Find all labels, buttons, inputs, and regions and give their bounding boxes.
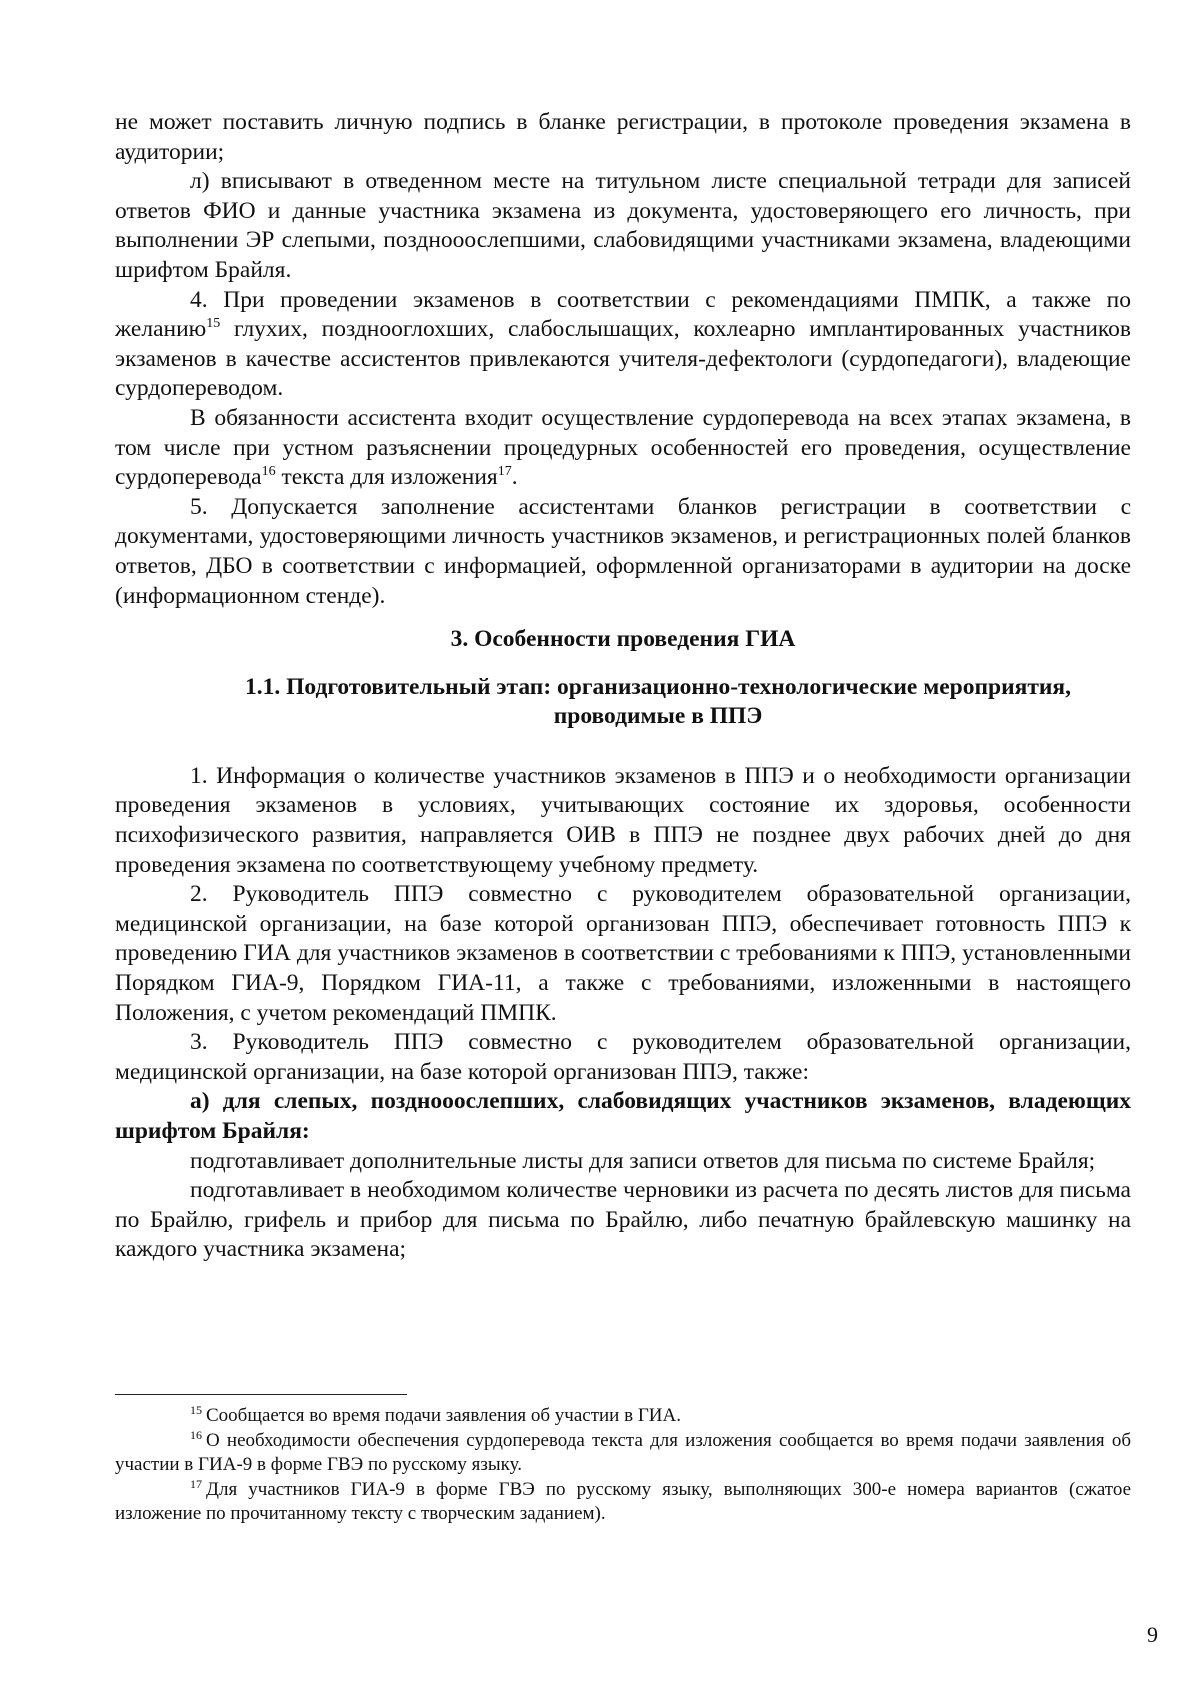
footnote-17-text: Для участников ГИА-9 в форме ГВЭ по русскому языку, выполняющих 300-е номера вариантов (сжатое изложение по прочитанному тексту с творческим заданием).	[115, 1478, 1131, 1524]
paragraph-item-4	[115, 286, 1131, 404]
paragraph-item-5: 5. Допускается заполнение ассистентами бланков регистрации в соответствии с документами, удостоверяющими личность участников экзаменов, и регистрационных полей бланков ответов, ДБО в соответствии с информацией, оформленной организаторами в аудитории на доске (информационном стенде).	[115, 493, 1131, 609]
footnote-mark-16: 16	[190, 1427, 202, 1442]
paragraph-sheets: подготавливает дополнительные листы для записи ответов для письма по системе Брайля;	[190, 1147, 1096, 1174]
paragraph-assistant-mid: текста для изложения	[275, 464, 498, 491]
paragraph-assistant-start: В обязанности ассистента входит осуществление сурдоперевода на всех этапах экзамена, в том числе при устном разъяснении процедурных особенностей его проведения, осуществление сурдоперевода	[115, 404, 1131, 491]
paragraph-assistant-duties	[115, 404, 1131, 493]
footnote-ref-17: 17	[497, 464, 512, 480]
paragraph-item-4-end: глухих, позднооглохших, слабослышащих, кохлеарно имплантированных участников экзаменов в качестве ассистентов привлекаются учителя-дефектологи (сурдопедагоги), владеющие сурдопереводом.	[115, 316, 1131, 402]
paragraph-3: 3. Руководитель ППЭ совместно с руководителем образовательной организации, медицинской организации, на базе которой организован ППЭ, также:	[115, 1029, 1131, 1085]
paragraph-1: 1. Информация о количестве участников экзаменов в ППЭ и о необходимости организации проведения экзаменов в условиях, учитывающих состояние их здоровья, особенности психофизического развития, направляется ОИВ в ППЭ не позднее двух рабочих дней до дня проведения экзамена по соответствующему учебному предмету.	[115, 762, 1131, 878]
main-text	[115, 108, 1131, 1265]
subsection-heading: 1.1. Подготовительный этап: организационно-технологические мероприятия, проводимые в ППЭ	[244, 673, 1072, 730]
footnote-ref-15: 15	[206, 316, 221, 332]
footnote-15-text: Сообщается во время подачи заявления об участии в ГИА.	[206, 1405, 681, 1426]
paragraph-continuation: не может поставить личную подпись в бланке регистрации, в протоколе проведения экзамена в аудитории;	[115, 109, 1131, 165]
paragraph-a-heading: а) для слепых, позднооослепших, слабовидящих участников экзаменов, владеющих шрифтом Брайля:	[115, 1088, 1131, 1144]
footnote-16-text: О необходимости обеспечения сурдоперевода текста для изложения сообщается во время подачи заявления об участии в ГИА-9 в форме ГВЭ по русскому языку.	[115, 1429, 1131, 1475]
paragraph-item-l: л) вписывают в отведенном месте на титульном листе специальной тетради для записей ответов ФИО и данные участника экзамена из документа, удостоверяющего его личность, при выполнении ЭР слепыми, позднооослепшими, слабовидящими участниками экзамена, владеющими шрифтом Брайля.	[115, 168, 1131, 283]
footnotes	[115, 1404, 1131, 1527]
paragraph-2: 2. Руководитель ППЭ совместно с руководителем образовательной организации, медицинской организации, на базе которой организован ППЭ, обеспечивает готовность ППЭ к проведению ГИА для участников экзаменов в соответствии с требованиями к ППЭ, установленными Порядком ГИА-9, Порядком ГИА-11, а также с требованиями, изложенными в настоящего Положения, с учетом рекомендаций ПМПК.	[115, 881, 1131, 1026]
footnote-mark-17: 17	[190, 1476, 202, 1491]
paragraph-drafts: подготавливает в необходимом количестве черновики из расчета по десять листов для письма по Брайлю, грифель и прибор для письма по Брайлю, либо печатную брайлевскую машинку на каждого участника экзамена;	[115, 1177, 1131, 1263]
paragraph-item-4-start: 4. При проведении экзаменов в соответствии с рекомендациями ПМПК, а также по желанию	[115, 286, 1131, 343]
footnote-divider	[115, 1394, 407, 1395]
paragraph-assistant-end: .	[511, 464, 518, 491]
footnote-17	[115, 1478, 1131, 1527]
footnote-ref-16: 16	[261, 464, 276, 480]
footnote-15	[115, 1404, 1131, 1429]
page-number: 9	[1147, 1622, 1158, 1647]
footnote-mark-15: 15	[190, 1403, 202, 1417]
footnote-16	[115, 1429, 1131, 1478]
section-heading: 3. Особенности проведения ГИА	[450, 626, 796, 653]
